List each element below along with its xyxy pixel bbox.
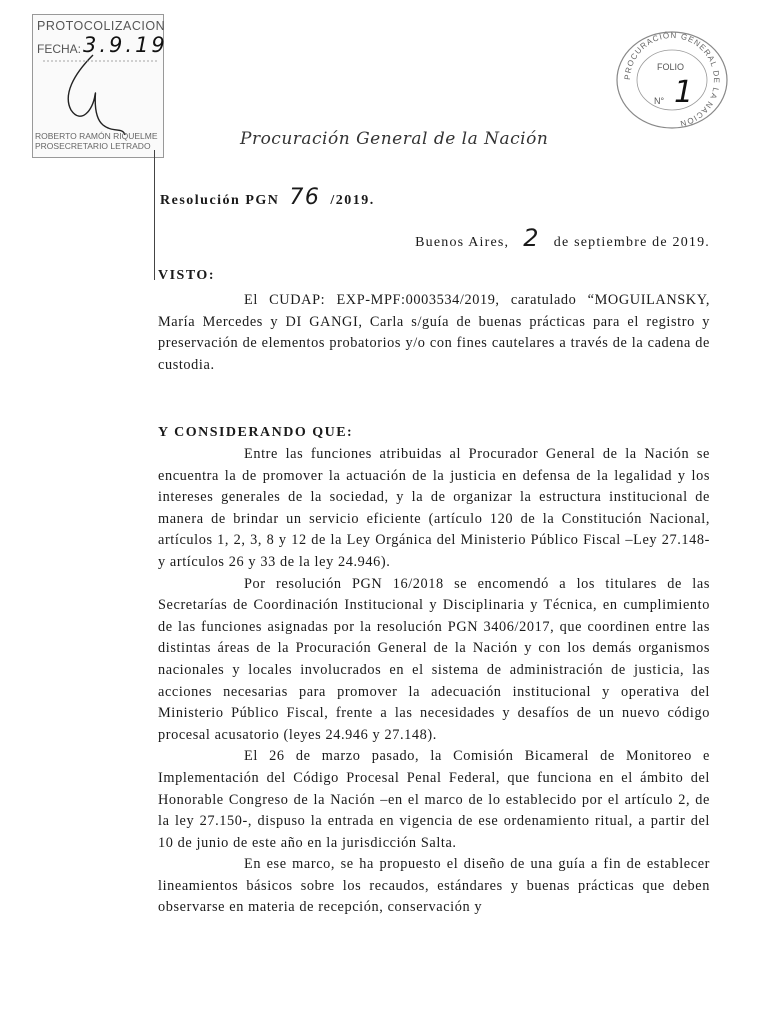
considerando-paragraph-4: En ese marco, se ha propuesto el diseño de una guía a fin de establecer lineamientos básicos sobre los recaudos, estándares y buenas prácticas que deben observarse en materia de recepción, conservación y (158, 856, 710, 916)
resolution-line (160, 185, 375, 210)
date-city: Buenos Aires, (415, 235, 510, 250)
svg-text:PROCURACIÓN GENERAL DE LA NACI (623, 31, 721, 128)
stamp-date-value: 3.9.19 (83, 33, 168, 57)
visto-heading: VISTO: (158, 268, 215, 283)
folio-label: FOLIO (657, 62, 685, 72)
considerando-section (158, 444, 710, 919)
institution-header: Procuración General de la Nación (240, 129, 549, 149)
date-rest: de septiembre de 2019. (553, 235, 710, 250)
considerando-paragraph-1: Entre las funciones atribuidas al Procurador General de la Nación se encuentra la de promover la actuación de la justicia en defensa de la legalidad y los intereses generales de la sociedad, y la de organizar la estructura institucional de manera de brindar un servicio eficiente (artículo 120 de la Constitución Nacional, artículos 1, 2, 3, 8 y 12 de la Ley Orgánica del Ministerio Público Fiscal –Ley 27.148- y artículos 26 y 33 de la ley 24.946). (158, 446, 710, 570)
stamp-title: PROTOCOLIZACION (37, 19, 166, 33)
considerando-heading: Y CONSIDERANDO QUE: (158, 425, 354, 440)
folio-number-label: N° (654, 96, 665, 106)
stamp-official-name: ROBERTO RAMÓN RIQUELME (35, 131, 158, 141)
considerando-paragraph-3: El 26 de marzo pasado, la Comisión Bicameral de Monitoreo e Implementación del Código Procesal Penal Federal, que funciona en el ámbito del Honorable Congreso de la Nación –en el marco de lo establecido por el artículo 2, de la ley 27.150-, dispuso la entrada en vigencia de ese ordenamiento ritual, a partir del 10 de junio de este año en la jurisdicción Salta. (158, 748, 710, 851)
date-line (415, 224, 710, 252)
folio-seal (614, 30, 730, 130)
seal-circle-icon (614, 30, 730, 130)
stamp-date-label: FECHA: (37, 42, 82, 56)
resolution-prefix: Resolución PGN (160, 193, 280, 208)
resolution-number: 76 (289, 185, 321, 210)
resolution-suffix: /2019. (330, 193, 375, 208)
protocolization-stamp (32, 14, 168, 158)
folio-number: 1 (674, 75, 694, 110)
stamp-official (35, 131, 157, 151)
considerando-paragraph-2: Por resolución PGN 16/2018 se encomendó a los titulares de las Secretarías de Coordinación Institucional y Disciplinaria y Técnica, en cumplimiento de las funciones asignadas por la resolución PGN 3406/2017, que coordinen entre las distintas áreas de la Procuración General de la Nación y con los demás organismos nacionales y locales involucrados en el sistema de administración de justicia, las acciones necesarias para promover la adecuación institucional y operativa del Ministerio Público Fiscal, frente a las necesidades y desafíos de un nuevo código procesal acusatorio (leyes 24.946 y 27.148). (158, 575, 710, 743)
seal-text: PROCURACIÓN GENERAL DE LA NACIÓN (622, 30, 722, 129)
stamp-official-title: PROSECRETARIO LETRADO (35, 141, 151, 151)
visto-section (158, 290, 710, 376)
margin-line (154, 150, 155, 280)
date-day: 2 (523, 224, 540, 252)
visto-paragraph: El CUDAP: EXP-MPF:0003534/2019, caratulado “MOGUILANSKY, María Mercedes y DI GANGI, Carla s/guía de buenas prácticas para el registro y preservación de elementos probatorios y/o con fines cautelares a través de la cadena de custodia. (158, 292, 710, 373)
